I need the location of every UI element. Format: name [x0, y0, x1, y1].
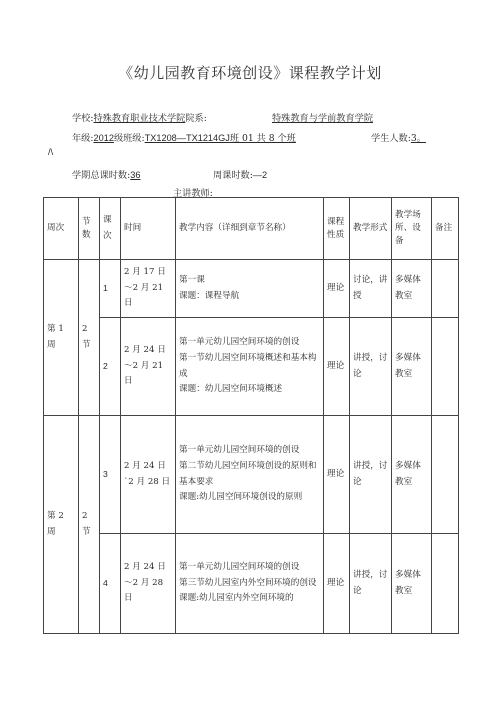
schedule-table	[43, 197, 459, 634]
time-cell: 2 月 24 日～2 月 21 日	[121, 318, 176, 416]
header-lesson: 课次	[100, 198, 121, 260]
lesson-no: 2	[100, 318, 121, 416]
grade-line	[72, 130, 296, 144]
week-cell: 第 1 周	[44, 260, 79, 416]
continuation-mark: /\	[48, 147, 54, 157]
header-content: 教学内容（详细到章节名称）	[176, 198, 324, 260]
content-cell	[176, 260, 324, 318]
note-cell	[432, 318, 459, 416]
class-suffix: 班 01 共 8 个班	[229, 133, 296, 144]
header-nature: 课程性质	[324, 198, 350, 260]
content-line: 第三节幼儿园室内外空间环境的创设	[179, 577, 317, 588]
class-label: 级班级:	[113, 133, 145, 144]
school-value: 特殊教育职业技术学院	[93, 113, 186, 124]
table-row	[44, 416, 459, 534]
time-cell: 2 月 17 日～2 月 21 日	[121, 260, 176, 318]
content-line: 课题:幼儿园室内外空间环境的	[179, 593, 294, 604]
table-row	[44, 260, 459, 318]
weekly-hours	[213, 167, 267, 181]
content-line: 第一单元幼儿园空间环境的创设	[179, 336, 300, 347]
total-hours-label: 学期总课时数:	[72, 170, 131, 181]
venue-cell: 多媒体教室	[392, 260, 432, 318]
venue-cell: 多媒体教室	[392, 416, 432, 534]
grade-label: 年级:	[72, 133, 94, 144]
nature-cell: 理论	[324, 416, 350, 534]
content-line: 第一单元幼儿园空间环境的创设	[179, 561, 300, 572]
time-cell: 2 月 24 日`2 月 28 日	[121, 416, 176, 534]
note-cell	[432, 416, 459, 534]
dept-label: 院系:	[185, 113, 207, 124]
weekly-hours-label: 周课时数:	[213, 170, 253, 181]
table-row	[44, 318, 459, 416]
lesson-no: 3	[100, 416, 121, 534]
content-line: 第二节幼儿园空间环境创设的原则和基本要求	[179, 460, 317, 487]
nature-cell: 理论	[324, 534, 350, 634]
time-cell: 2 月 24 日～2 月 28 日	[121, 534, 176, 634]
venue-cell: 多媒体教室	[392, 318, 432, 416]
dept-value: 特殊教育与学前教育学院	[272, 113, 374, 124]
content-line: 课题：幼儿园空间环境概述	[179, 384, 283, 395]
students-line	[371, 130, 426, 144]
form-cell: 讲授，讨论	[350, 318, 392, 416]
form-cell: 讲授，讨论	[350, 416, 392, 534]
page-title: 《幼儿园教育环境创设》课程教学计划	[118, 64, 382, 82]
form-cell: 讲授，讨论	[350, 534, 392, 634]
nature-cell: 理论	[324, 260, 350, 318]
lesson-no: 1	[100, 260, 121, 318]
teacher-label: 主讲教师:	[173, 188, 213, 199]
content-line: 课题:幼儿园空间环境创设的原则	[179, 492, 303, 503]
header-week: 周次	[44, 198, 79, 260]
content-line: 第一单元幼儿园空间环境的创设	[179, 444, 300, 455]
venue-cell: 多媒体教室	[392, 534, 432, 634]
table-row	[44, 534, 459, 634]
header-note: 备注	[432, 198, 459, 260]
total-hours-value: 36	[130, 170, 141, 180]
header-sections: 节数	[79, 198, 100, 260]
content-cell	[176, 534, 324, 634]
school-label: 学校:	[72, 113, 94, 124]
students-value: 3。	[410, 133, 426, 144]
content-line: 课题：课程导航	[179, 290, 240, 301]
nature-cell: 理论	[324, 318, 350, 416]
sections-cell: 2 节	[79, 260, 100, 416]
header-row	[44, 198, 459, 260]
total-hours	[72, 167, 140, 181]
weekly-hours-value: —2	[252, 170, 268, 180]
grade-year: 2012	[93, 133, 114, 143]
sections-cell: 2 节	[79, 416, 100, 634]
header-form: 教学形式	[350, 198, 392, 260]
form-cell: 讨论，讲授	[350, 260, 392, 318]
note-cell	[432, 534, 459, 634]
students-label: 学生人数:	[371, 133, 411, 144]
lesson-no: 4	[100, 534, 121, 634]
school-line	[72, 110, 207, 124]
header-time: 时间	[121, 198, 176, 260]
week-cell: 第 2 周	[44, 416, 79, 634]
note-cell	[432, 260, 459, 318]
content-cell	[176, 416, 324, 534]
content-line: 第一节幼儿园空间环境概述和基本构成	[179, 352, 317, 379]
class-range: TX1208—TX1214GJ	[144, 133, 230, 143]
content-cell	[176, 318, 324, 416]
content-line: 第一课	[179, 274, 205, 285]
header-venue: 教学场所、设备	[392, 198, 432, 260]
